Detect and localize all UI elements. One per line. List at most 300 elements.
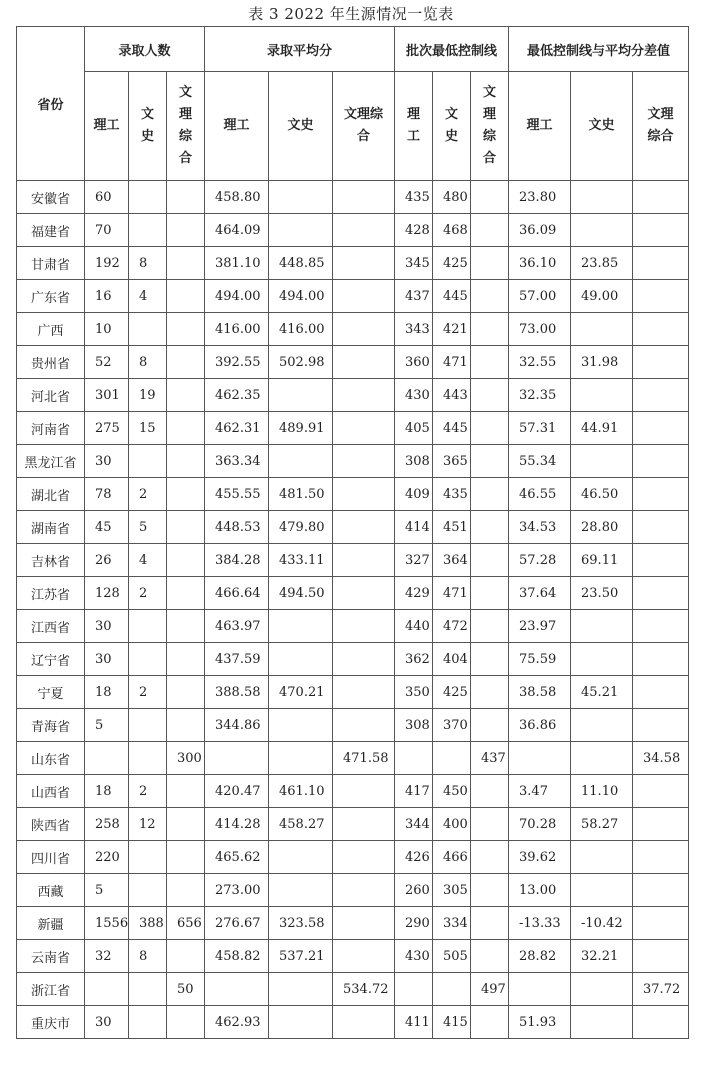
value-cell: 462.31: [205, 412, 269, 445]
value-cell: 437.59: [205, 643, 269, 676]
value-cell: 23.80: [509, 181, 571, 214]
value-cell: [571, 181, 633, 214]
value-cell: [471, 709, 509, 742]
province-cell: 安徽省: [17, 181, 85, 214]
value-cell: 381.10: [205, 247, 269, 280]
subheader-average-2: 文理综 合: [333, 72, 395, 181]
value-cell: [333, 445, 395, 478]
province-cell: 云南省: [17, 940, 85, 973]
subheader-control-line-2: 文 理 综 合: [471, 72, 509, 181]
admissions-table: [16, 26, 689, 1039]
table-row: [17, 412, 689, 445]
value-cell: 276.67: [205, 907, 269, 940]
value-cell: [471, 511, 509, 544]
value-cell: 8: [129, 940, 167, 973]
value-cell: 489.91: [269, 412, 333, 445]
value-cell: 480: [433, 181, 471, 214]
value-cell: 470.21: [269, 676, 333, 709]
table-row: [17, 313, 689, 346]
province-cell: 辽宁省: [17, 643, 85, 676]
value-cell: 461.10: [269, 775, 333, 808]
value-cell: 462.93: [205, 1006, 269, 1039]
value-cell: [129, 841, 167, 874]
value-cell: [571, 841, 633, 874]
province-cell: 四川省: [17, 841, 85, 874]
value-cell: 16: [85, 280, 129, 313]
value-cell: 273.00: [205, 874, 269, 907]
value-cell: [333, 841, 395, 874]
value-cell: 494.00: [269, 280, 333, 313]
value-cell: [509, 973, 571, 1006]
value-cell: 36.09: [509, 214, 571, 247]
value-cell: 405: [395, 412, 433, 445]
value-cell: 414: [395, 511, 433, 544]
value-cell: 404: [433, 643, 471, 676]
value-cell: [269, 874, 333, 907]
value-cell: 15: [129, 412, 167, 445]
value-cell: 4: [129, 280, 167, 313]
value-cell: 450: [433, 775, 471, 808]
header-group-control-line: 批次最低控制线: [395, 27, 509, 72]
value-cell: 464.09: [205, 214, 269, 247]
value-cell: 334: [433, 907, 471, 940]
value-cell: 430: [395, 940, 433, 973]
province-cell: 贵州省: [17, 346, 85, 379]
value-cell: 70.28: [509, 808, 571, 841]
value-cell: 2: [129, 478, 167, 511]
value-cell: 415: [433, 1006, 471, 1039]
value-cell: 31.98: [571, 346, 633, 379]
value-cell: 5: [85, 874, 129, 907]
value-cell: 50: [167, 973, 205, 1006]
header-province: 省份: [17, 27, 85, 181]
value-cell: 23.50: [571, 577, 633, 610]
value-cell: [167, 643, 205, 676]
value-cell: 70: [85, 214, 129, 247]
value-cell: [269, 973, 333, 1006]
value-cell: 51.93: [509, 1006, 571, 1039]
value-cell: 26: [85, 544, 129, 577]
value-cell: 260: [395, 874, 433, 907]
value-cell: 2: [129, 577, 167, 610]
value-cell: [205, 742, 269, 775]
province-cell: 江西省: [17, 610, 85, 643]
value-cell: 463.97: [205, 610, 269, 643]
province-cell: 新疆: [17, 907, 85, 940]
value-cell: 428: [395, 214, 433, 247]
value-cell: 465.62: [205, 841, 269, 874]
subheader-admitted-2: 文 理 综 合: [167, 72, 205, 181]
table-row: [17, 643, 689, 676]
value-cell: [633, 874, 689, 907]
value-cell: 18: [85, 676, 129, 709]
value-cell: 443: [433, 379, 471, 412]
value-cell: [333, 874, 395, 907]
province-cell: 湖南省: [17, 511, 85, 544]
value-cell: 12: [129, 808, 167, 841]
province-cell: 河北省: [17, 379, 85, 412]
value-cell: [167, 313, 205, 346]
header-group-admitted: 录取人数: [85, 27, 205, 72]
value-cell: [571, 610, 633, 643]
value-cell: [571, 1006, 633, 1039]
value-cell: 364: [433, 544, 471, 577]
value-cell: [333, 313, 395, 346]
value-cell: 472: [433, 610, 471, 643]
value-cell: 275: [85, 412, 129, 445]
value-cell: 34.58: [633, 742, 689, 775]
value-cell: [571, 445, 633, 478]
value-cell: [471, 181, 509, 214]
value-cell: [167, 214, 205, 247]
province-cell: 西藏: [17, 874, 85, 907]
value-cell: [333, 643, 395, 676]
value-cell: 220: [85, 841, 129, 874]
value-cell: [85, 742, 129, 775]
value-cell: [85, 973, 129, 1006]
value-cell: [129, 445, 167, 478]
value-cell: [633, 676, 689, 709]
value-cell: [633, 1006, 689, 1039]
value-cell: 384.28: [205, 544, 269, 577]
value-cell: 55.34: [509, 445, 571, 478]
value-cell: 451: [433, 511, 471, 544]
subheader-average-1: 文史: [269, 72, 333, 181]
header-group-difference: 最低控制线与平均分差值: [509, 27, 689, 72]
value-cell: [167, 709, 205, 742]
subheader-admitted-0: 理工: [85, 72, 129, 181]
value-cell: [333, 775, 395, 808]
value-cell: [633, 907, 689, 940]
value-cell: [333, 676, 395, 709]
value-cell: [571, 313, 633, 346]
value-cell: [633, 511, 689, 544]
value-cell: [633, 841, 689, 874]
value-cell: [269, 379, 333, 412]
table-row: [17, 874, 689, 907]
table-row: [17, 346, 689, 379]
value-cell: [333, 577, 395, 610]
value-cell: 305: [433, 874, 471, 907]
value-cell: [167, 412, 205, 445]
value-cell: [633, 478, 689, 511]
value-cell: [205, 973, 269, 1006]
value-cell: 3.47: [509, 775, 571, 808]
subheader-difference-2: 文理 综合: [633, 72, 689, 181]
value-cell: 458.80: [205, 181, 269, 214]
value-cell: [471, 577, 509, 610]
value-cell: 38.58: [509, 676, 571, 709]
value-cell: [333, 1006, 395, 1039]
value-cell: [333, 907, 395, 940]
value-cell: 505: [433, 940, 471, 973]
value-cell: 656: [167, 907, 205, 940]
value-cell: [269, 1006, 333, 1039]
value-cell: 416.00: [269, 313, 333, 346]
value-cell: [633, 412, 689, 445]
value-cell: [471, 214, 509, 247]
value-cell: [471, 940, 509, 973]
value-cell: 39.62: [509, 841, 571, 874]
value-cell: 46.55: [509, 478, 571, 511]
table-row: [17, 280, 689, 313]
province-cell: 吉林省: [17, 544, 85, 577]
value-cell: 44.91: [571, 412, 633, 445]
value-cell: [269, 841, 333, 874]
table-row: [17, 544, 689, 577]
value-cell: 301: [85, 379, 129, 412]
province-cell: 山东省: [17, 742, 85, 775]
province-cell: 广西: [17, 313, 85, 346]
subheader-control-line-1: 文 史: [433, 72, 471, 181]
value-cell: [333, 511, 395, 544]
value-cell: 37.72: [633, 973, 689, 1006]
subheader-difference-0: 理工: [509, 72, 571, 181]
value-cell: [471, 907, 509, 940]
value-cell: 437: [471, 742, 509, 775]
subheader-admitted-1: 文 史: [129, 72, 167, 181]
value-cell: [333, 412, 395, 445]
value-cell: [333, 478, 395, 511]
table-row: [17, 676, 689, 709]
value-cell: [633, 709, 689, 742]
value-cell: 458.82: [205, 940, 269, 973]
value-cell: [167, 940, 205, 973]
value-cell: 471.58: [333, 742, 395, 775]
value-cell: [129, 643, 167, 676]
value-cell: [471, 643, 509, 676]
table-row: [17, 610, 689, 643]
value-cell: [333, 709, 395, 742]
value-cell: [471, 775, 509, 808]
table-caption: 表 3 2022 年生源情况一览表: [248, 5, 454, 23]
value-cell: 19: [129, 379, 167, 412]
table-row: [17, 478, 689, 511]
value-cell: [633, 775, 689, 808]
value-cell: 344.86: [205, 709, 269, 742]
value-cell: 8: [129, 346, 167, 379]
value-cell: [471, 841, 509, 874]
value-cell: [571, 874, 633, 907]
value-cell: 462.35: [205, 379, 269, 412]
table-row: [17, 379, 689, 412]
value-cell: [333, 940, 395, 973]
value-cell: -10.42: [571, 907, 633, 940]
value-cell: [471, 346, 509, 379]
value-cell: [471, 676, 509, 709]
value-cell: 437: [395, 280, 433, 313]
value-cell: 327: [395, 544, 433, 577]
province-cell: 宁夏: [17, 676, 85, 709]
value-cell: 34.53: [509, 511, 571, 544]
value-cell: 37.64: [509, 577, 571, 610]
value-cell: 409: [395, 478, 433, 511]
value-cell: 360: [395, 346, 433, 379]
value-cell: 362: [395, 643, 433, 676]
value-cell: [333, 181, 395, 214]
value-cell: [471, 1006, 509, 1039]
value-cell: 421: [433, 313, 471, 346]
value-cell: [269, 610, 333, 643]
value-cell: [167, 445, 205, 478]
value-cell: [633, 610, 689, 643]
value-cell: 46.50: [571, 478, 633, 511]
value-cell: 440: [395, 610, 433, 643]
province-cell: 青海省: [17, 709, 85, 742]
value-cell: 445: [433, 412, 471, 445]
value-cell: [471, 478, 509, 511]
table-row: [17, 973, 689, 1006]
value-cell: [167, 247, 205, 280]
value-cell: [633, 313, 689, 346]
value-cell: [633, 940, 689, 973]
table-row: [17, 1006, 689, 1039]
table-row: [17, 907, 689, 940]
value-cell: [471, 280, 509, 313]
value-cell: [471, 808, 509, 841]
value-cell: 60: [85, 181, 129, 214]
value-cell: 52: [85, 346, 129, 379]
value-cell: [433, 973, 471, 1006]
value-cell: 192: [85, 247, 129, 280]
value-cell: [633, 181, 689, 214]
value-cell: 537.21: [269, 940, 333, 973]
value-cell: [395, 973, 433, 1006]
value-cell: 429: [395, 577, 433, 610]
value-cell: 2: [129, 775, 167, 808]
value-cell: 128: [85, 577, 129, 610]
value-cell: [471, 544, 509, 577]
value-cell: [509, 742, 571, 775]
value-cell: [571, 379, 633, 412]
value-cell: [269, 181, 333, 214]
value-cell: [633, 643, 689, 676]
value-cell: 435: [395, 181, 433, 214]
value-cell: 45.21: [571, 676, 633, 709]
value-cell: [333, 280, 395, 313]
value-cell: [571, 214, 633, 247]
table-row: [17, 577, 689, 610]
value-cell: 466.64: [205, 577, 269, 610]
value-cell: [167, 808, 205, 841]
value-cell: 78: [85, 478, 129, 511]
table-row: [17, 940, 689, 973]
value-cell: 455.55: [205, 478, 269, 511]
value-cell: [129, 181, 167, 214]
value-cell: [633, 280, 689, 313]
value-cell: 2: [129, 676, 167, 709]
value-cell: 57.31: [509, 412, 571, 445]
value-cell: [167, 841, 205, 874]
value-cell: 23.97: [509, 610, 571, 643]
province-cell: 河南省: [17, 412, 85, 445]
value-cell: 481.50: [269, 478, 333, 511]
value-cell: 435: [433, 478, 471, 511]
value-cell: 414.28: [205, 808, 269, 841]
value-cell: 11.10: [571, 775, 633, 808]
value-cell: [333, 808, 395, 841]
province-cell: 黑龙江省: [17, 445, 85, 478]
value-cell: 426: [395, 841, 433, 874]
value-cell: 10: [85, 313, 129, 346]
value-cell: 258: [85, 808, 129, 841]
value-cell: [571, 709, 633, 742]
value-cell: 30: [85, 643, 129, 676]
value-cell: [167, 346, 205, 379]
value-cell: [269, 445, 333, 478]
value-cell: 57.28: [509, 544, 571, 577]
value-cell: 36.86: [509, 709, 571, 742]
value-cell: 430: [395, 379, 433, 412]
value-cell: 49.00: [571, 280, 633, 313]
header-group-average: 录取平均分: [205, 27, 395, 72]
value-cell: [269, 742, 333, 775]
value-cell: [333, 610, 395, 643]
value-cell: 23.85: [571, 247, 633, 280]
value-cell: 448.85: [269, 247, 333, 280]
value-cell: 32.21: [571, 940, 633, 973]
value-cell: [167, 610, 205, 643]
province-cell: 广东省: [17, 280, 85, 313]
value-cell: [167, 1006, 205, 1039]
value-cell: 5: [85, 709, 129, 742]
subheader-control-line-0: 理 工: [395, 72, 433, 181]
value-cell: [269, 214, 333, 247]
value-cell: [269, 709, 333, 742]
value-cell: [167, 676, 205, 709]
value-cell: [633, 247, 689, 280]
value-cell: 365: [433, 445, 471, 478]
value-cell: 494.50: [269, 577, 333, 610]
value-cell: 5: [129, 511, 167, 544]
province-cell: 浙江省: [17, 973, 85, 1006]
value-cell: [633, 445, 689, 478]
province-cell: 甘肃省: [17, 247, 85, 280]
value-cell: 73.00: [509, 313, 571, 346]
value-cell: 4: [129, 544, 167, 577]
value-cell: [129, 742, 167, 775]
value-cell: 502.98: [269, 346, 333, 379]
table-row: [17, 214, 689, 247]
value-cell: [167, 544, 205, 577]
value-cell: 300: [167, 742, 205, 775]
value-cell: 534.72: [333, 973, 395, 1006]
value-cell: 28.80: [571, 511, 633, 544]
value-cell: [167, 280, 205, 313]
value-cell: [471, 874, 509, 907]
value-cell: 420.47: [205, 775, 269, 808]
value-cell: [167, 379, 205, 412]
value-cell: 30: [85, 1006, 129, 1039]
value-cell: [471, 379, 509, 412]
value-cell: 13.00: [509, 874, 571, 907]
value-cell: 416.00: [205, 313, 269, 346]
value-cell: [395, 742, 433, 775]
province-cell: 陕西省: [17, 808, 85, 841]
table-row: [17, 742, 689, 775]
table-body: [17, 181, 689, 1039]
value-cell: [129, 610, 167, 643]
value-cell: 1556: [85, 907, 129, 940]
table-row: [17, 181, 689, 214]
value-cell: [167, 181, 205, 214]
value-cell: [633, 544, 689, 577]
value-cell: 433.11: [269, 544, 333, 577]
value-cell: 425: [433, 247, 471, 280]
value-cell: 448.53: [205, 511, 269, 544]
value-cell: 308: [395, 709, 433, 742]
value-cell: 363.34: [205, 445, 269, 478]
